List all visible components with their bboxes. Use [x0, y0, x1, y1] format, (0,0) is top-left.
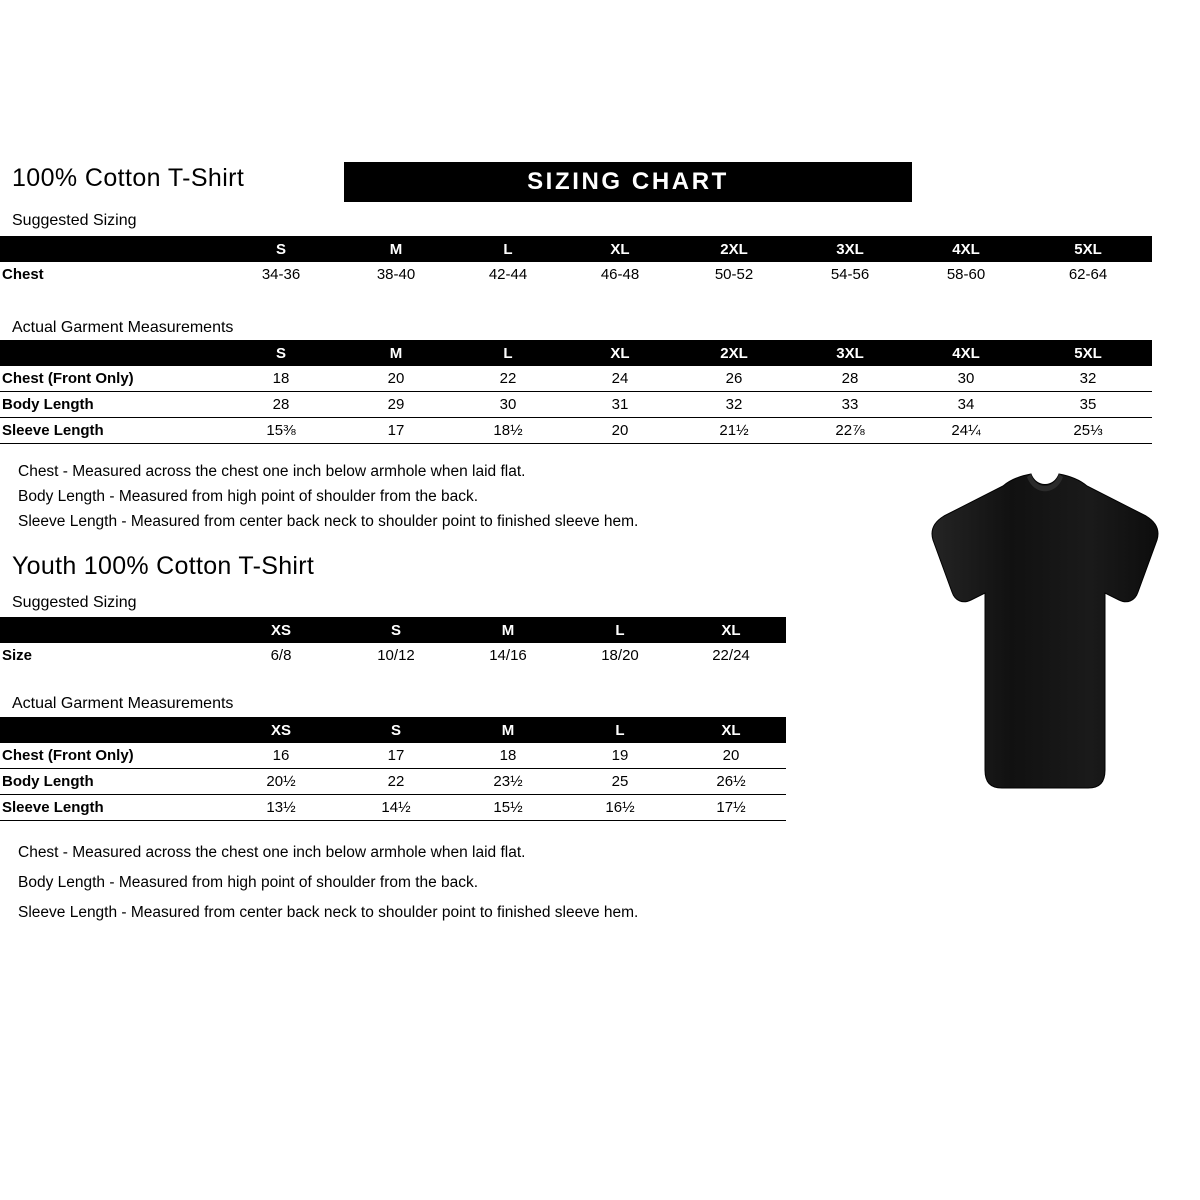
cell: 22	[452, 366, 564, 392]
col-header: S	[390, 621, 401, 639]
cell: 15½	[452, 795, 564, 821]
youth-suggested-sizing-label: Suggested Sizing	[12, 594, 137, 611]
cell: 25⅓	[1024, 418, 1152, 444]
cell: 18/20	[601, 647, 639, 664]
cell: 22/24	[712, 647, 750, 664]
cell: 54-56	[830, 266, 870, 283]
cell: 22	[340, 769, 452, 795]
col-header: M	[501, 621, 515, 639]
cell: 25	[564, 769, 676, 795]
row-label: Body Length	[0, 769, 222, 795]
col-header: 3XL	[836, 240, 864, 258]
youth-note-chest: Chest - Measured across the chest one inch below armhole when laid flat.	[18, 844, 526, 861]
cell: 18	[452, 743, 564, 769]
col-header: 2XL	[720, 240, 748, 258]
col-header: M	[389, 240, 403, 258]
cell: 18½	[452, 418, 564, 444]
col-header: S	[390, 721, 401, 739]
col-header	[0, 236, 222, 262]
col-header: L	[615, 621, 625, 639]
youth-note-body-length: Body Length - Measured from high point of shoulder from the back.	[18, 874, 479, 891]
table-row	[0, 392, 1152, 418]
cell: 24¼	[908, 418, 1024, 444]
cell: 20	[340, 366, 452, 392]
cell: 17	[340, 743, 452, 769]
cell: 62-64	[1068, 266, 1108, 283]
row-label: Chest (Front Only)	[0, 366, 222, 392]
table-row	[0, 418, 1152, 444]
adult-actual-measurements-table	[0, 340, 1152, 444]
col-header	[0, 717, 222, 743]
table-header-row	[0, 340, 1152, 366]
cell: 21½	[676, 418, 792, 444]
cell: 22⅞	[792, 418, 908, 444]
cell: 20	[564, 418, 676, 444]
cell: 20½	[222, 769, 340, 795]
cell: 46-48	[600, 266, 640, 283]
row-label: Body Length	[0, 392, 222, 418]
cell: 50-52	[714, 266, 754, 283]
col-header: XS	[270, 621, 291, 639]
youth-section-title: Youth 100% Cotton T-Shirt	[12, 552, 315, 580]
row-label: Size	[2, 647, 33, 664]
col-header	[0, 340, 222, 366]
table-row	[0, 262, 1152, 287]
col-header: M	[389, 344, 403, 362]
col-header: XS	[270, 721, 291, 739]
adult-note-body-length: Body Length - Measured from high point of shoulder from the back.	[18, 488, 479, 505]
table-row	[0, 769, 786, 795]
cell: 24	[564, 366, 676, 392]
row-label: Chest (Front Only)	[0, 743, 222, 769]
col-header: M	[501, 721, 515, 739]
adult-note-chest: Chest - Measured across the chest one inch below armhole when laid flat.	[18, 463, 526, 480]
header	[12, 158, 1188, 202]
table-header-row	[0, 236, 1152, 262]
cell: 32	[676, 392, 792, 418]
cell: 34-36	[261, 266, 301, 283]
table-header-row	[0, 617, 786, 643]
col-header: S	[275, 240, 286, 258]
cell: 30	[452, 392, 564, 418]
page-title: 100% Cotton T-Shirt	[12, 164, 245, 192]
cell: 6/8	[270, 647, 292, 664]
adult-suggested-sizing-label: Suggested Sizing	[12, 212, 137, 229]
col-header: 5XL	[1074, 344, 1102, 362]
col-header: XL	[721, 621, 741, 639]
cell: 33	[792, 392, 908, 418]
adult-note-sleeve-length: Sleeve Length - Measured from center back neck to shoulder point to finished sleeve hem.	[18, 513, 639, 530]
cell: 30	[908, 366, 1024, 392]
cell: 23½	[452, 769, 564, 795]
cell: 32	[1024, 366, 1152, 392]
col-header: L	[503, 344, 513, 362]
cell: 17½	[676, 795, 786, 821]
sizing-chart-banner-label: SIZING CHART	[527, 168, 729, 195]
cell: 14½	[340, 795, 452, 821]
col-header: L	[503, 240, 513, 258]
cell: 35	[1024, 392, 1152, 418]
col-header: XL	[610, 240, 630, 258]
cell: 13½	[222, 795, 340, 821]
table-row	[0, 743, 786, 769]
cell: 19	[564, 743, 676, 769]
sizing-chart-banner	[344, 162, 912, 202]
col-header: L	[615, 721, 625, 739]
cell: 20	[676, 743, 786, 769]
youth-actual-measurements-table	[0, 717, 786, 821]
col-header: XL	[721, 721, 741, 739]
tshirt-illustration	[900, 470, 1190, 810]
table-header-row	[0, 717, 786, 743]
cell: 29	[340, 392, 452, 418]
col-header: 2XL	[720, 344, 748, 362]
col-header: S	[275, 344, 286, 362]
col-header: XL	[610, 344, 630, 362]
cell: 15⅜	[222, 418, 340, 444]
cell: 16½	[564, 795, 676, 821]
cell: 31	[564, 392, 676, 418]
youth-note-sleeve-length: Sleeve Length - Measured from center back neck to shoulder point to finished sleeve hem.	[18, 904, 639, 921]
cell: 14/16	[489, 647, 527, 664]
table-row	[0, 795, 786, 821]
cell: 17	[340, 418, 452, 444]
row-label: Sleeve Length	[0, 418, 222, 444]
cell: 28	[222, 392, 340, 418]
cell: 16	[222, 743, 340, 769]
cell: 26	[676, 366, 792, 392]
cell: 18	[222, 366, 340, 392]
cell: 26½	[676, 769, 786, 795]
row-label: Sleeve Length	[0, 795, 222, 821]
cell: 28	[792, 366, 908, 392]
youth-actual-measurements-label: Actual Garment Measurements	[12, 695, 234, 712]
col-header: 4XL	[952, 344, 980, 362]
col-header: 3XL	[836, 344, 864, 362]
adult-actual-measurements-label: Actual Garment Measurements	[12, 319, 234, 336]
adult-suggested-sizing-table	[0, 236, 1152, 287]
col-header: 5XL	[1074, 240, 1102, 258]
youth-suggested-sizing-table	[0, 617, 786, 668]
cell: 58-60	[946, 266, 986, 283]
cell: 10/12	[377, 647, 415, 664]
col-header	[0, 617, 222, 643]
row-label: Chest	[2, 266, 44, 283]
table-row	[0, 643, 786, 668]
cell: 42-44	[488, 266, 528, 283]
cell: 34	[908, 392, 1024, 418]
table-row	[0, 366, 1152, 392]
col-header: 4XL	[952, 240, 980, 258]
cell: 38-40	[376, 266, 416, 283]
